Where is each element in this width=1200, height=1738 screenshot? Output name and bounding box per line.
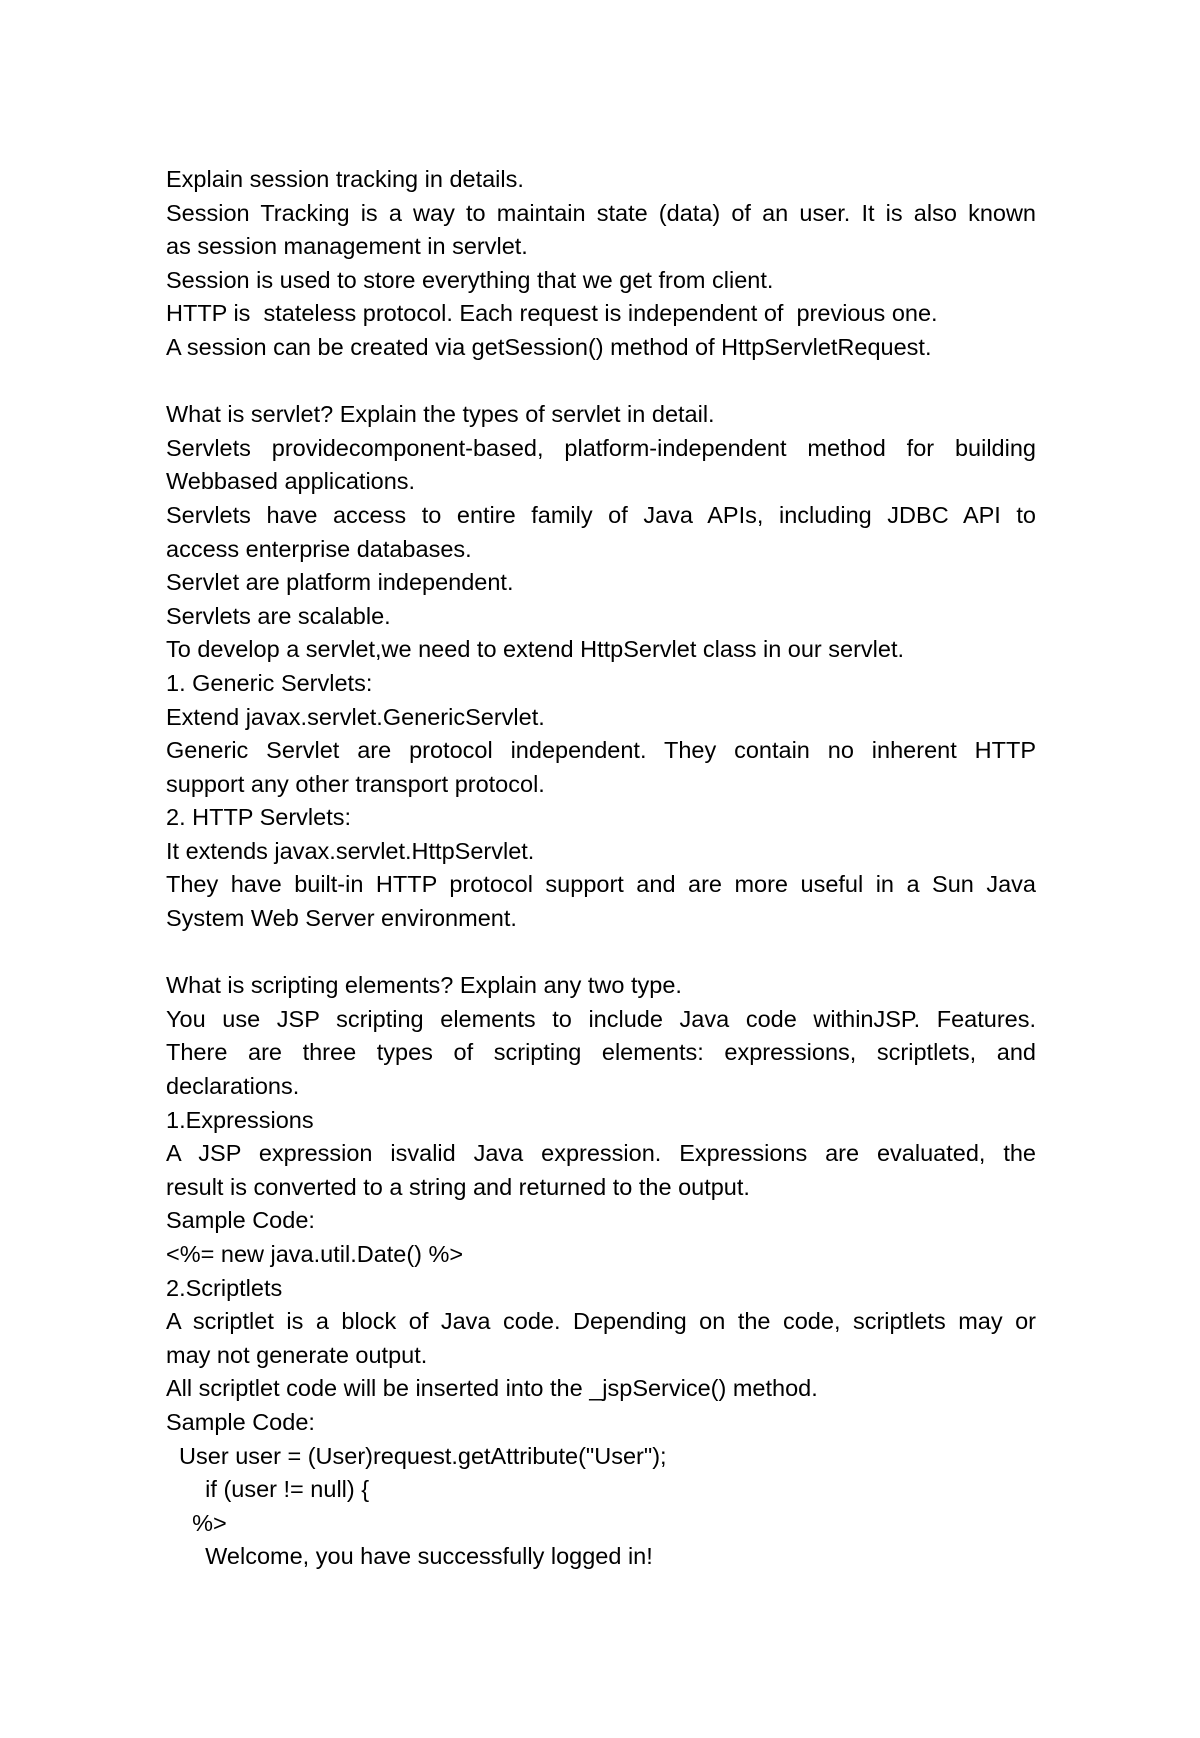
paragraph-line: Servlets have access to entire family of Java APIs, including JDBC API to — [166, 501, 1036, 528]
paragraph-line: System Web Server environment. — [166, 905, 517, 932]
subheading: 2.Scriptlets — [166, 1274, 283, 1301]
paragraph-line: There are three types of scripting elements: expressions, scriptlets, and — [166, 1039, 1036, 1066]
question-heading: Explain session tracking in details. — [166, 166, 524, 192]
blank-line — [166, 936, 1036, 970]
paragraph-line: Generic Servlet are protocol independent. They contain no inherent HTTP — [166, 737, 1036, 764]
paragraph-line: Session Tracking is a way to maintain state (data) of an user. It is also known — [166, 199, 1036, 226]
paragraph-line: Session is used to store everything that we get from client. — [166, 266, 774, 293]
paragraph-line: HTTP is stateless protocol. Each request is independent of previous one. — [166, 300, 938, 327]
paragraph-line: result is converted to a string and returned to the output. — [166, 1173, 750, 1200]
document-body — [166, 163, 1036, 1574]
paragraph-line: as session management in servlet. — [166, 233, 528, 260]
question-heading: What is servlet? Explain the types of servlet in detail. — [166, 401, 715, 428]
paragraph-line: Servlet are platform independent. — [166, 569, 514, 596]
paragraph-line: Extend javax.servlet.GenericServlet. — [166, 703, 545, 730]
blank-line — [166, 365, 1036, 399]
code-line: User user = (User)request.getAttribute("User"); — [166, 1442, 667, 1469]
paragraph-line: access enterprise databases. — [166, 535, 472, 562]
paragraph-line: A JSP expression isvalid Java expression. Expressions are evaluated, the — [166, 1140, 1036, 1167]
paragraph-line: declarations. — [166, 1073, 300, 1100]
paragraph-line: Servlets providecomponent-based, platform-independent method for building — [166, 434, 1036, 461]
paragraph-line: Webbased applications. — [166, 468, 416, 495]
paragraph-line: To develop a servlet,we need to extend HttpServlet class in our servlet. — [166, 636, 905, 663]
paragraph-line: All scriptlet code will be inserted into the _jspService() method. — [166, 1375, 818, 1402]
subheading: 1.Expressions — [166, 1106, 314, 1133]
paragraph-line: Servlets are scalable. — [166, 602, 391, 629]
sample-code-label: Sample Code: — [166, 1408, 315, 1435]
code-line: <%= new java.util.Date() %> — [166, 1241, 464, 1267]
code-line: %> — [166, 1509, 227, 1536]
paragraph-line: A scriptlet is a block of Java code. Depending on the code, scriptlets may or — [166, 1308, 1036, 1335]
sample-code-label: Sample Code: — [166, 1207, 315, 1234]
paragraph-line: may not generate output. — [166, 1341, 428, 1368]
paragraph-line: You use JSP scripting elements to include Java code withinJSP. Features. — [166, 1005, 1036, 1032]
paragraph-line: support any other transport protocol. — [166, 770, 545, 797]
subheading: 2. HTTP Servlets: — [166, 804, 352, 831]
subheading: 1. Generic Servlets: — [166, 669, 373, 696]
paragraph-line: It extends javax.servlet.HttpServlet. — [166, 837, 535, 864]
paragraph-line: They have built-in HTTP protocol support and are more useful in a Sun Java — [166, 871, 1036, 898]
paragraph-line: A session can be created via getSession() method of HttpServletRequest. — [166, 333, 932, 360]
code-line: Welcome, you have successfully logged in! — [166, 1543, 653, 1570]
code-line: if (user != null) { — [166, 1476, 370, 1503]
question-heading: What is scripting elements? Explain any two type. — [166, 972, 682, 999]
